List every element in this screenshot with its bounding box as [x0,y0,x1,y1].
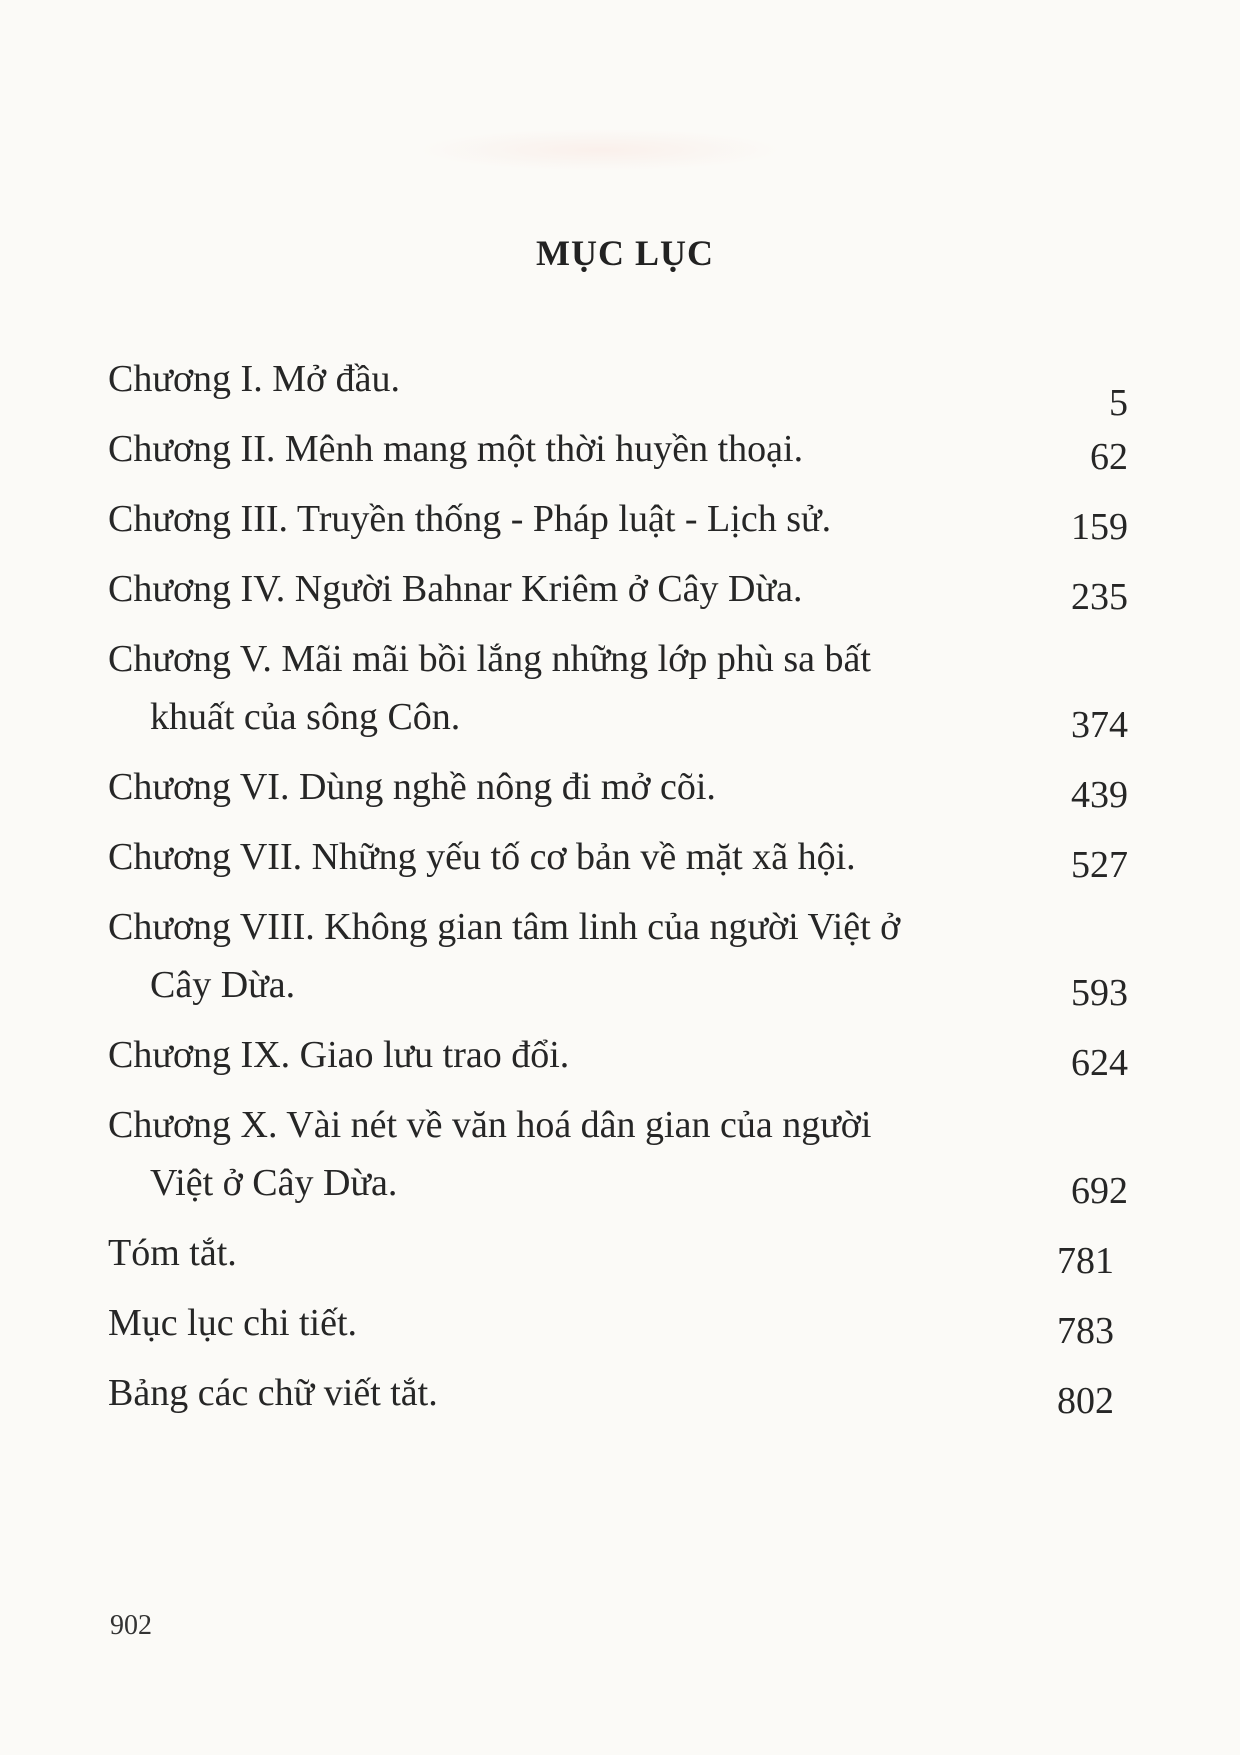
entry-page-number: 802 [1057,1380,1114,1422]
entry-page-number: 235 [1071,576,1128,618]
entry-page-number: 62 [1090,436,1128,478]
entry-title: Chương III. Truyền thống - Pháp luật - Lịch sử. [108,498,832,540]
entry-page-number: 692 [1071,1170,1128,1212]
entry-page-number: 439 [1071,774,1128,816]
toc-entry [108,1294,1128,1352]
entry-page-number: 159 [1071,506,1128,548]
entry-title-continuation: Cây Dừa. [150,964,296,1006]
entry-title: Chương IV. Người Bahnar Kriêm ở Cây Dừa. [108,568,803,610]
toc-list [108,350,1128,1434]
page-title: MỤC LỤC [536,233,714,273]
entry-page-number: 783 [1057,1310,1114,1352]
entry-page-number: 374 [1071,704,1128,746]
toc-entry [108,1096,1128,1212]
entry-page-number: 5 [1109,382,1128,424]
toc-entry [108,630,1128,746]
entry-title: Chương VIII. Không gian tâm linh của người Việt ở [108,906,901,948]
entry-title: Mục lục chi tiết. [108,1302,358,1344]
entry-title: Chương V. Mãi mãi bồi lắng những lớp phù sa bất [108,638,871,680]
toc-entry [108,758,1128,816]
page-number: 902 [110,1610,152,1641]
toc-entry [108,1364,1128,1422]
entry-page-number: 593 [1071,972,1128,1014]
entry-title: Chương II. Mênh mang một thời huyền thoại. [108,428,804,470]
toc-entry [108,350,1128,424]
toc-entry [108,490,1128,548]
entry-title: Chương I. Mở đầu. [108,358,400,400]
toc-entry [108,1026,1128,1084]
entry-title: Chương X. Vài nét về văn hoá dân gian của người [108,1104,872,1146]
entry-page-number: 624 [1071,1042,1128,1084]
entry-title: Bảng các chữ viết tắt. [108,1372,438,1414]
entry-title-continuation: Việt ở Cây Dừa. [150,1162,398,1204]
toc-entry [108,420,1128,478]
toc-entry [108,560,1128,618]
entry-title: Chương VII. Những yếu tố cơ bản về mặt xã hội. [108,836,856,878]
entry-page-number: 527 [1071,844,1128,886]
entry-title-continuation: khuất của sông Côn. [150,696,461,738]
toc-entry [108,828,1128,886]
entry-title: Chương VI. Dùng nghề nông đi mở cõi. [108,766,716,808]
toc-entry [108,1224,1128,1282]
toc-entry [108,898,1128,1014]
entry-title: Chương IX. Giao lưu trao đổi. [108,1034,570,1076]
entry-title: Tóm tắt. [108,1232,237,1274]
entry-page-number: 781 [1057,1240,1114,1282]
